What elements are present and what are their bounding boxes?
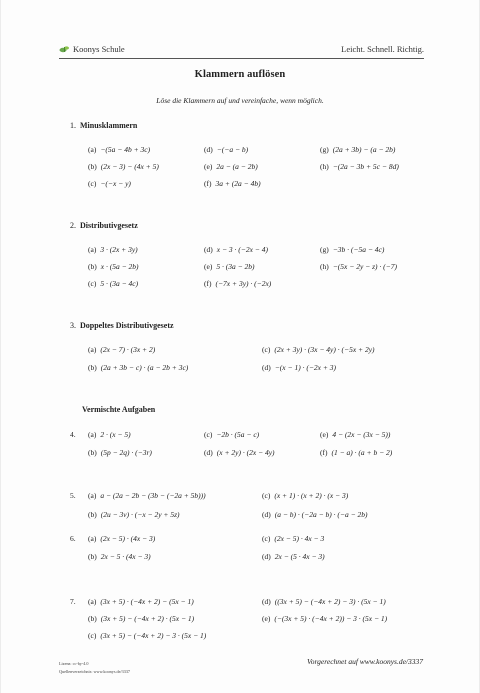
exercise-item: (b) 2x − 5 · (4x − 3) [88,552,151,561]
license-text: Lizenz: cc-by-4.0 [59,661,89,666]
exercise-item: (e) 5 · (3a − 2b) [204,262,255,271]
exercise-item: (b) (5p − 2q) · (−3r) [88,448,152,457]
exercise-item: (d) (x + 2y) · (2x − 4y) [204,448,275,457]
header-divider [59,58,424,59]
exercise-item: (c) −2b · (5a − c) [204,430,260,439]
problem-number: 7. [70,597,76,606]
exercise-item: (g) −3b · (−5a − 4c) [320,245,385,254]
source-text: Quellenverzeichnis: www.koonys.de/3337 [59,669,131,674]
exercise-item: (d) ((3x + 5) − (−4x + 2) − 3) · (5x − 1) [262,597,386,606]
exercise-item: (f) 3a + (2a − 4b) [204,179,261,188]
exercise-item: (c) (2x + 3y) · (3x − 4y) · (−5x + 2y) [262,345,375,354]
section-title: Minusklammern [80,121,138,130]
exercise-item: (a) −(5a − 4b + 3c) [88,145,151,154]
exercise-item: (d) 2x − (5 · 4x − 3) [262,552,325,561]
exercise-item: (f) (−7x + 3y) · (−2x) [204,279,272,288]
footer-credits [59,660,130,676]
exercise-item: (a) 2 · (x − 5) [88,430,131,439]
solutions-link[interactable]: Vorgerechnet auf www.koonys.de/3337 [307,657,423,666]
problem-number: 5. [70,491,76,500]
section-title: Doppeltes Distributivgesetz [80,321,174,330]
brand-name: Koonys Schule [73,44,125,54]
exercise-item: (h) −(5x − 2y − z) · (−7) [320,262,397,271]
exercise-item: (b) (2x − 3) − (4x + 5) [88,162,159,171]
exercise-item: (b) (3x + 5) − (−4x + 2) · (5x − 1) [88,614,195,623]
section-number: 1. [70,121,76,130]
exercise-item: (a) (2x − 5) · (4x − 3) [88,534,156,543]
exercise-item: (h) −(2a − 3b + 5c − 8d) [320,162,399,171]
exercise-item: (c) (2x − 5) · 4x − 3 [262,534,325,543]
problem-number: 6. [70,534,76,543]
section-title: Distributivgesetz [80,221,138,230]
exercise-item: (b) x · (5a − 2b) [88,262,139,271]
exercise-item: (b) (2a + 3b − c) · (a − 2b + 3c) [88,363,189,372]
instruction-text: Löse die Klammern auf und vereinfache, wenn möglich. [156,96,324,105]
brand [59,44,125,54]
exercise-item: (d) −(x − 1) · (−2x + 3) [262,363,337,372]
page-header [59,44,424,58]
exercise-item: (d) (a − b) · (−2a − b) · (−a − 2b) [262,510,368,519]
section-heading-mixed: Vermischte Aufgaben [82,405,156,414]
exercise-item: (c) 5 · (3a − 4c) [88,279,139,288]
section-number: 2. [70,221,76,230]
exercise-item: (g) (2a + 3b) − (a − 2b) [320,145,396,154]
exercise-item: (e) 4 − (2x − (3x − 5)) [320,430,391,439]
tagline: Leicht. Schnell. Richtig. [341,44,424,54]
exercise-item: (c) −(−x − y) [88,179,131,188]
exercise-item: (a) (2x − 7) · (3x + 2) [88,345,156,354]
exercise-item: (f) (1 − a) · (a + b − 2) [320,448,393,457]
exercise-item: (e) 2a − (a − 2b) [204,162,258,171]
section-heading-1 [70,121,137,130]
exercise-item: (d) −(−a − b) [204,145,249,154]
exercise-item: (a) a − (2a − 2b − (3b − (−2a + 5b))) [88,491,206,500]
exercise-item: (a) 3 · (2x + 3y) [88,245,138,254]
problem-number: 4. [70,430,76,439]
exercise-item: (a) (3x + 5) · (−4x + 2) − (5x − 1) [88,597,194,606]
exercise-item: (b) (2u − 3v) · (−x − 2y + 5z) [88,510,180,519]
koonys-logo-icon [59,45,69,53]
section-heading-2 [70,221,138,230]
section-number: 3. [70,321,76,330]
section-heading-3 [70,321,174,330]
page-title: Klammern auflösen [194,69,286,80]
exercise-item: (c) (x + 1) · (x + 2) · (x − 3) [262,491,349,500]
exercise-item: (c) (3x + 5) − (−4x + 2) − 3 · (5x − 1) [88,631,207,640]
exercise-item: (e) (−(3x + 5) · (−4x + 2)) − 3 · (5x − 1) [262,614,388,623]
exercise-item: (d) x − 3 · (−2x − 4) [204,245,268,254]
